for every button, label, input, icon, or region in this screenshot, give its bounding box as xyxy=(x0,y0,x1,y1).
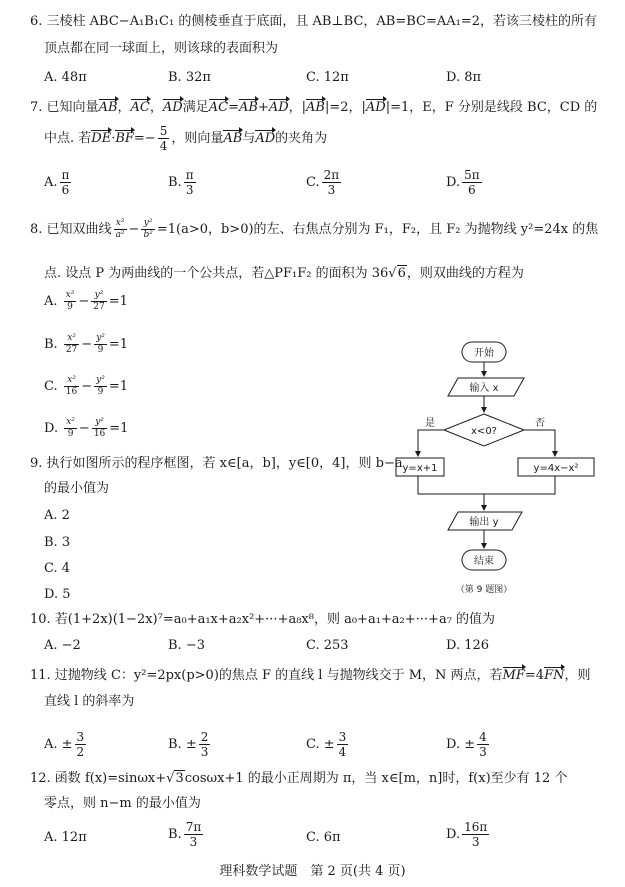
q8-option-c: C. $\frac{\text{x²}}{16}$ − $\frac{\text{y²}}{9}$ =1 xyxy=(44,375,128,397)
q7-line1: 7. 已知向量AB，AC，AD满足AC=AB+AD，|AB|=2，|AD|=1，E，F 分别是线段 BC，CD 的 xyxy=(30,100,598,115)
q7-option-d: D. $\frac{5\pi}{6}$ xyxy=(446,168,480,197)
flowchart-decision-label: x<0? xyxy=(471,426,497,437)
q9-option-c: C. 4 xyxy=(44,561,71,576)
q6-line2: 顶点都在同一球面上，则该球的表面积为 xyxy=(44,41,279,56)
q7-line2: 中点. 若DE·BF=− $\frac{5}{4}$ ，则向量AB与AD的夹角为 xyxy=(44,124,328,153)
q11-line2: 直线 l 的斜率为 xyxy=(44,694,135,709)
vector-mf: MF xyxy=(502,668,525,683)
flowchart-no-label: 否 xyxy=(535,418,545,429)
q8-option-a: A. $\frac{\text{x²}}{9}$ − $\frac{\text{y²}}{27}$ =1 xyxy=(44,290,128,312)
vector-de: DE xyxy=(91,131,112,146)
q10-option-b: B. −3 xyxy=(168,638,205,653)
flowchart-left-label: y=x+1 xyxy=(402,463,438,474)
flowchart xyxy=(390,334,620,602)
fraction: $\frac{\text{y²}}{9}$ xyxy=(96,375,105,397)
flowchart-end-label: 结束 xyxy=(474,556,494,567)
q7-option-b: B. $\frac{\pi}{3}$ xyxy=(168,168,194,197)
q8-line1: 8. 已知双曲线 $\frac{\text{x²}}{\text{a²}}$ − $\frac{\text{y²}}{\text{b²}}$ =1(a>0，b>0)的左、右焦点分别为 F₁，F₂，且 F₂ 为抛物线 y²=24x 的焦 xyxy=(30,218,599,240)
sqrt: 6 xyxy=(397,266,406,281)
q6-option-b: B. 32π xyxy=(168,70,211,85)
vector-ab: AB xyxy=(306,100,325,115)
q9-option-b: B. 3 xyxy=(44,535,71,550)
q11-option-d: D. ± $\frac{4}{3}$ xyxy=(446,730,487,759)
vector-ad: AD xyxy=(365,100,386,115)
vector-ad: AD xyxy=(268,100,289,115)
q11-option-a: A. ± $\frac{3}{2}$ xyxy=(44,730,85,759)
fraction: $\frac{7\pi}{3}$ xyxy=(185,820,202,849)
q9-option-d: D. 5 xyxy=(44,587,71,602)
fraction: $\frac{16\pi}{3}$ xyxy=(464,820,488,849)
fraction: $\frac{\text{x²}}{\text{a²}}$ xyxy=(115,218,125,240)
fraction: $\frac{2\pi}{3}$ xyxy=(323,168,340,197)
q9-option-a: A. 2 xyxy=(44,508,70,523)
fraction: $\frac{4}{3}$ xyxy=(479,730,487,759)
vector-ab: AB xyxy=(238,100,258,115)
q12-line1: 12. 函数 f(x)=sinωx+√3cosωx+1 的最小正周期为 π，当 x∈[m，n]时，f(x)至少有 12 个 xyxy=(30,771,568,786)
q8-option-d: D. $\frac{\text{x²}}{9}$ − $\frac{\text{y²}}{16}$ =1 xyxy=(44,417,129,439)
q10-option-a: A. −2 xyxy=(44,638,81,653)
q12-option-b: B. $\frac{7\pi}{3}$ xyxy=(168,820,202,849)
fraction: $\frac{\text{x²}}{16}$ xyxy=(65,375,78,397)
fraction: $\frac{\text{y²}}{16}$ xyxy=(93,417,106,439)
vector-ad: AD xyxy=(255,131,276,146)
q6-option-a: A. 48π xyxy=(44,70,87,85)
q11-option-c: C. ± $\frac{3}{4}$ xyxy=(306,730,347,759)
q12-option-d: D. $\frac{16\pi}{3}$ xyxy=(446,820,488,849)
fraction: $\frac{5\pi}{6}$ xyxy=(464,168,480,197)
q6-option-d: D. 8π xyxy=(446,70,482,85)
flowchart-start-label: 开始 xyxy=(474,348,494,359)
fraction: $\frac{\text{x²}}{9}$ xyxy=(66,417,75,439)
flowchart-caption: （第 9 题图） xyxy=(455,585,513,595)
q12-option-a: A. 12π xyxy=(44,830,87,845)
q11-option-b: B. ± $\frac{2}{3}$ xyxy=(168,730,209,759)
fraction: $\frac{3}{2}$ xyxy=(76,730,85,759)
vector-ab: AB xyxy=(98,100,118,115)
fraction: $\frac{\text{y²}}{9}$ xyxy=(96,333,105,355)
flowchart-yes-label: 是 xyxy=(425,418,435,429)
flowchart-input-label: 输入 x xyxy=(469,383,499,394)
fraction: $\frac{\text{y²}}{27}$ xyxy=(93,290,105,312)
fraction: $\frac{2}{3}$ xyxy=(200,730,209,759)
vector-ac: AC xyxy=(208,100,229,115)
q9-line2: 的最小值为 xyxy=(44,481,110,496)
q10-option-d: D. 126 xyxy=(446,638,490,653)
q6-option-c: C. 12π xyxy=(306,70,349,85)
vector-ac: AC xyxy=(130,100,150,115)
q12-option-c: C. 6π xyxy=(306,830,341,845)
vector-ad: AD xyxy=(162,100,183,115)
sqrt: 3 xyxy=(175,771,184,786)
q8-option-b: B. $\frac{\text{x²}}{27}$ − $\frac{\text{y²}}{9}$ =1 xyxy=(44,333,129,355)
q12-line2: 零点，则 n−m 的最小值为 xyxy=(44,796,201,811)
fraction: $\frac{\text{x²}}{9}$ xyxy=(65,290,75,312)
vector-bf: BF xyxy=(115,131,134,146)
vector-ab: AB xyxy=(223,131,243,146)
page-footer: 理科数学试题 第 2 页(共 4 页) xyxy=(219,864,406,879)
fraction: $\frac{5}{4}$ xyxy=(159,124,168,153)
vector-fn: FN xyxy=(544,668,565,683)
fraction: $\frac{\text{y²}}{\text{b²}}$ xyxy=(143,218,153,240)
fraction: $\frac{3}{4}$ xyxy=(338,730,347,759)
q7-option-a: A. $\frac{\pi}{6}$ xyxy=(44,168,70,197)
flowchart-output-label: 输出 y xyxy=(469,517,499,528)
fraction: $\frac{\pi}{3}$ xyxy=(185,168,194,197)
q9-line1: 9. 执行如图所示的程序框图，若 x∈[a，b]，y∈[0，4]，则 b−a xyxy=(30,456,403,471)
fraction: $\frac{\text{x²}}{27}$ xyxy=(65,333,78,355)
fraction: $\frac{\pi}{6}$ xyxy=(61,168,70,197)
flowchart-right-label: y=4x−x² xyxy=(533,463,579,474)
q8-line2: 点. 设点 P 为两曲线的一个公共点，若△PF₁F₂ 的面积为 36√6，则双曲线的方程为 xyxy=(44,266,524,281)
q6-line1: 6. 三棱柱 ABC−A₁B₁C₁ 的侧棱垂直于底面，且 AB⊥BC，AB=BC=AA₁=2，若该三棱柱的所有 xyxy=(30,14,598,29)
q7-option-c: C. $\frac{2\pi}{3}$ xyxy=(306,168,340,197)
q11-line1: 11. 过抛物线 C：y²=2px(p>0)的焦点 F 的直线 l 与抛物线交于 M，N 两点，若MF=4FN，则 xyxy=(30,668,591,683)
q10-option-c: C. 253 xyxy=(306,638,349,653)
q10-line1: 10. 若(1+2x)(1−2x)⁷=a₀+a₁x+a₂x²+···+a₈x⁸，则 a₀+a₁+a₂+···+a₇ 的值为 xyxy=(30,612,496,627)
